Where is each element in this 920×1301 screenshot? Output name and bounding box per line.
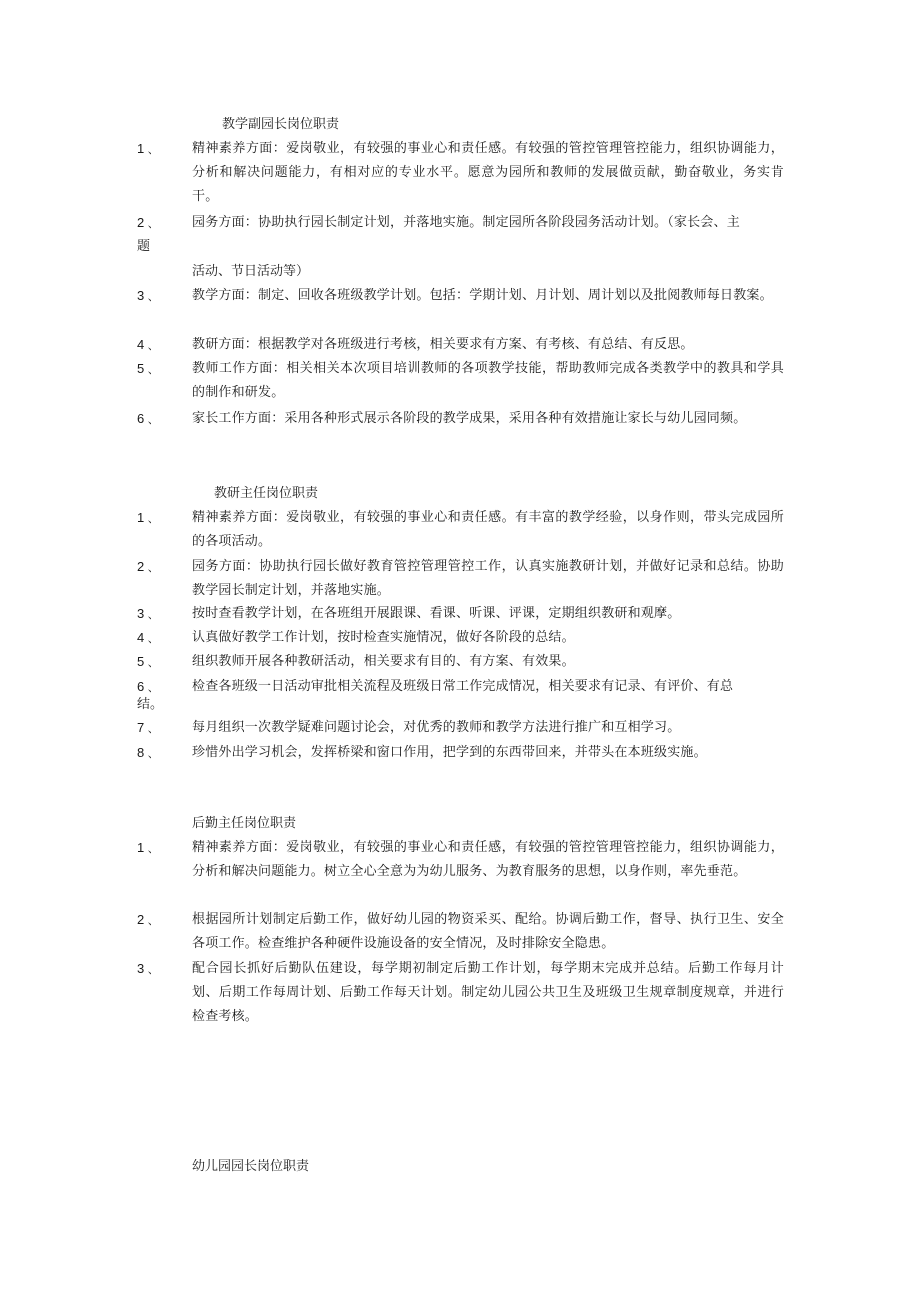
section-title: 教研主任岗位职责 bbox=[214, 486, 319, 501]
list-item bbox=[0, 555, 920, 603]
item-text: 珍惜外出学习机会，发挥桥梁和窗口作用，把学到的东西带回来，并带头在本班级实施。 bbox=[192, 745, 707, 760]
list-item bbox=[0, 741, 920, 765]
list-item bbox=[0, 506, 920, 554]
item-text: 教学方面：制定、回收各班级教学计划。包括：学期计划、月计划、周计划以及批阅教师每日教案。 bbox=[192, 288, 773, 303]
item-text-wrap: 结。 bbox=[137, 697, 164, 712]
list-item bbox=[0, 908, 920, 956]
item-text: 家长工作方面：采用各种形式展示各阶段的教学成果，采用各种有效措施让家长与幼儿园同频。 bbox=[192, 411, 747, 426]
item-number: 5 、 bbox=[137, 361, 160, 376]
item-text-continuation: 活动、节日活动等） bbox=[192, 264, 310, 279]
item-number: 6 、 bbox=[137, 679, 160, 694]
item-number: 3 、 bbox=[137, 288, 160, 303]
item-number: 4 、 bbox=[137, 630, 160, 645]
item-text: 根据园所计划制定后勤工作，做好幼儿园的物资采买、配给。协调后勤工作，督导、执行卫生、安全各项工作。检查维护各种硬件设施设备的安全情况，及时排除安全隐患。 bbox=[192, 912, 784, 951]
list-item bbox=[0, 211, 920, 235]
item-number: 2 、 bbox=[137, 912, 160, 927]
item-text: 按时查看教学计划，在各班组开展跟课、看课、听课、评课，定期组织教研和观摩。 bbox=[192, 606, 681, 621]
item-text: 园务方面：协助执行园长做好教育管控管理管控工作，认真实施教研计划，并做好记录和总结。协助教学园长制定计划，并落地实施。 bbox=[192, 559, 784, 598]
item-number: 1 、 bbox=[137, 840, 160, 855]
item-text: 认真做好教学工作计划，按时检查实施情况，做好各阶段的总结。 bbox=[192, 630, 575, 645]
item-number: 1 、 bbox=[137, 141, 160, 156]
list-item bbox=[0, 957, 920, 1029]
list-item bbox=[0, 137, 920, 209]
list-item bbox=[0, 650, 920, 674]
section-title: 教学副园长岗位职责 bbox=[222, 117, 340, 132]
item-text: 精神素养方面：爱岗敬业，有较强的事业心和责任感。有丰富的教学经验，以身作则，带头完成园所的各项活动。 bbox=[192, 510, 784, 549]
list-item bbox=[0, 284, 920, 332]
item-text: 教师工作方面：相关相关本次项目培训教师的各项教学技能，帮助教师完成各类教学中的教具和学具的制作和研发。 bbox=[192, 361, 784, 400]
list-item bbox=[0, 357, 920, 405]
item-text: 组织教师开展各种教研活动，相关要求有目的、有方案、有效果。 bbox=[192, 654, 575, 669]
section-title: 幼儿园园长岗位职责 bbox=[192, 1159, 310, 1174]
item-number: 3 、 bbox=[137, 606, 160, 621]
item-number: 7 、 bbox=[137, 720, 160, 735]
item-number: 8 、 bbox=[137, 745, 160, 760]
item-number: 1 、 bbox=[137, 510, 160, 525]
list-item bbox=[0, 716, 920, 740]
item-text: 检查各班级一日活动审批相关流程及班级日常工作完成情况，相关要求有记录、有评价、有总 bbox=[192, 679, 734, 694]
list-item bbox=[0, 836, 920, 908]
section-title: 后勤主任岗位职责 bbox=[192, 816, 297, 831]
item-text: 配合园长抓好后勤队伍建设，每学期初制定后勤工作计划，每学期末完成并总结。后勤工作每月计划、后期工作每周计划、后勤工作每天计划。制定幼儿园公共卫生及班级卫生规章制度规章，并进行检查考核。 bbox=[192, 961, 784, 1024]
item-text: 教研方面：根据教学对各班级进行考核，相关要求有方案、有考核、有总结、有反思。 bbox=[192, 337, 694, 352]
list-item bbox=[0, 407, 920, 431]
list-item bbox=[0, 333, 920, 357]
item-number: 2 、 bbox=[137, 215, 160, 230]
item-text: 园务方面：协助执行园长制定计划，并落地实施。制定园所各阶段园务活动计划。（家长会、主 bbox=[192, 215, 740, 230]
item-text: 每月组织一次教学疑难问题讨论会，对优秀的教师和教学方法进行推广和互相学习。 bbox=[192, 720, 681, 735]
item-text-wrap: 题 bbox=[137, 239, 151, 254]
list-item bbox=[0, 602, 920, 626]
item-number: 4 、 bbox=[137, 337, 160, 352]
item-number: 2 、 bbox=[137, 559, 160, 574]
item-text: 精神素养方面：爱岗敬业，有较强的事业心和责任感，有较强的管控管理管控能力，组织协调能力，分析和解决问题能力。树立全心全意为为幼儿服务、为教育服务的思想，以身作则，率先垂范。 bbox=[192, 840, 784, 879]
item-text: 精神素养方面：爱岗敬业，有较强的事业心和责任感。有较强的管控管理管控能力，组织协调能力，分析和解决问题能力，有相对应的专业水平。愿意为园所和教师的发展做贡献，勤奋敬业，务实肯干。 bbox=[192, 141, 784, 204]
item-number: 3 、 bbox=[137, 961, 160, 976]
list-item bbox=[0, 626, 920, 650]
item-number: 5 、 bbox=[137, 654, 160, 669]
item-number: 6 、 bbox=[137, 411, 160, 426]
